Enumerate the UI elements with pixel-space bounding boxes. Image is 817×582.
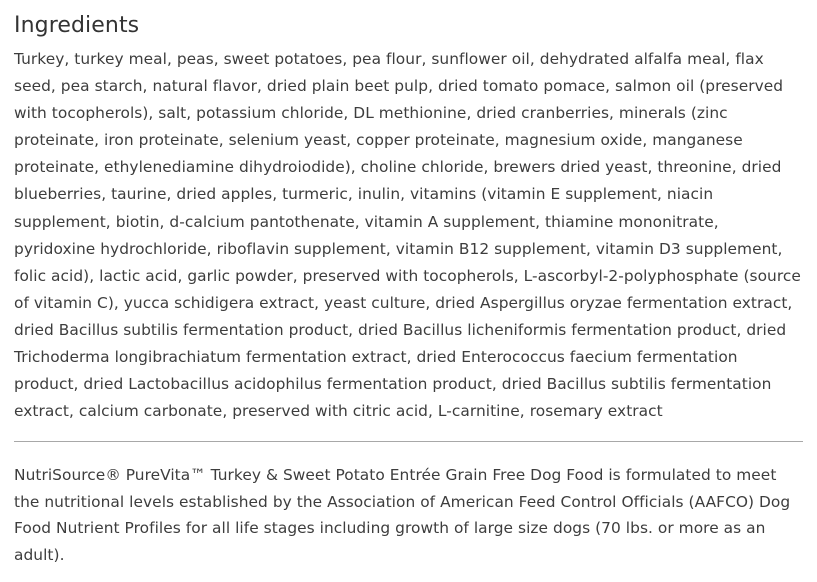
ingredients-heading: Ingredients: [14, 13, 140, 38]
section-divider: [14, 441, 803, 442]
aafco-statement-text: NutriSource® PureVita™ Turkey & Sweet Potato Entrée Grain Free Dog Food is formulated to meet the nutritional levels established by the Association of American Feed Control Officials (AAFCO) Dog Food Nutrient Profiles for all life stages including growth of large size dogs (70 lbs. or more as an adult).: [14, 466, 791, 564]
ingredients-list-text: Turkey, turkey meal, peas, sweet potatoes, pea flour, sunflower oil, dehydrated alfalfa meal, flax seed, pea starch, natural flavor, dried plain beet pulp, dried tomato pomace, salmon oil (preserved with tocopherols), salt, potassium chloride, DL methionine, dried cranberries, minerals (zinc proteinate, iron proteinate, selenium yeast, copper proteinate, magnesium oxide, manganese proteinate, ethylenediamine dihydroiodide), choline chloride, brewers dried yeast, threonine, dried blueberries, taurine, dried apples, turmeric, inulin, vitamins (vitamin E supplement, niacin supplement, biotin, d-calcium pantothenate, vitamin A supplement, thiamine mononitrate, pyridoxine hydrochloride, riboflavin supplement, vitamin B12 supplement, vitamin D3 supplement, folic acid), lactic acid, garlic powder, preserved with tocopherols, L-ascorbyl-2-polyphosphate (source of vitamin C), yucca schidigera extract, yeast culture, dried Aspergillus oryzae fermentation extract, dried Bacillus subtilis fermentation product, dried Bacillus licheniformis fermentation product, dried Trichoderma longibrachiatum fermentation extract, dried Enterococcus faecium fermentation product, dried Lactobacillus acidophilus fermentation product, dried Bacillus subtilis fermentation extract, calcium carbonate, preserved with citric acid, L-carnitine, rosemary extract: [14, 50, 801, 421]
